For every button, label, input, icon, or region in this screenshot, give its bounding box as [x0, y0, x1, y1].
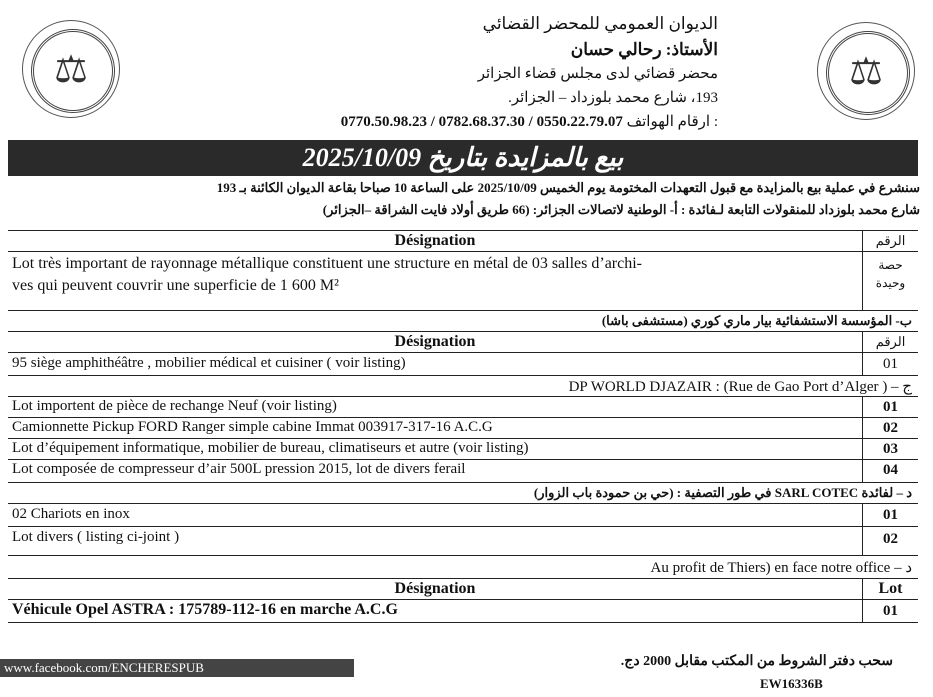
lot-d2-number: 02 [883, 531, 898, 547]
intro-line-2: شارع محمد بلوزداد للمنقولات التابعة لـفائدة : أ- الوطنية لاتصالات الجزائر: (66 طريق أولاد فايت الشراقة –الجزائر) [322, 202, 920, 217]
right-seal-icon: ⚖ [817, 22, 915, 120]
lot-c3-text: Lot d’équipement informatique, mobilier de bureau, climatiseurs et autre (voir listing) [12, 440, 529, 456]
facebook-link[interactable]: www.facebook.com/ENCHERESPUB [0, 659, 354, 677]
table-row [8, 396, 918, 417]
phones-label: ارقام الهواتف : [626, 114, 718, 130]
section-e-header [8, 578, 918, 599]
office-address: 193، شارع محمد بلوزداد – الجزائر. [508, 90, 718, 106]
phones: 0770.50.98.23 / 0782.68.37.30 / 0550.22.79.07 [340, 114, 623, 130]
section-c-title: ج – ( DP WORLD DJAZAIR : (Rue de Gao Port d’Alger [568, 379, 912, 395]
section-d-title: د – لفائدة SARL COTEC في طور التصفية : (حي بن حمودة باب الزوار) [533, 485, 912, 500]
lot-d2-text: Lot divers ( listing ci-joint ) [12, 529, 180, 545]
intro-line-1: سنشرع في عملية بيع بالمزايدة مع قبول التعهدات المختومة يوم الخميس 2025/10/09 على الساعة 10 صباحا بقاعة الديوان الكائنة بـ 193 [216, 180, 920, 195]
designation-header: Désignation [394, 232, 476, 249]
lot-e-text: Véhicule Opel ASTRA : 175789-112-16 en marche A.C.G [12, 601, 398, 618]
lot-c1-number: 01 [883, 399, 898, 415]
section-b-title: ب- المؤسسة الاستشفائية بيار ماري كوري (مستشفى باشا) [601, 313, 912, 328]
table-row [8, 438, 918, 459]
table-row [8, 526, 918, 555]
lot-a-number: حصة وحيدة [875, 258, 906, 290]
section-e-title-row [8, 555, 918, 578]
table-row [8, 459, 918, 482]
number-header: الرقم [875, 233, 906, 248]
reference-code: EW16336B [760, 676, 823, 691]
section-e-title: د – Au profit de Thiers) en face notre office [650, 560, 912, 576]
lots-table [8, 230, 918, 623]
table-row [8, 417, 918, 438]
lot-e-number: 01 [883, 603, 898, 619]
lot-c3-number: 03 [883, 441, 898, 457]
number-header: الرقم [875, 334, 906, 349]
section-b-title-row [8, 310, 918, 331]
left-seal-icon: ⚖ [22, 20, 120, 118]
lot-c4-number: 04 [883, 462, 898, 478]
lot-c2-text: Camionnette Pickup FORD Ranger simple cabine Immat 003917-317-16 A.C.G [12, 419, 493, 435]
lot-b-number: 01 [883, 356, 898, 372]
phone-line [341, 112, 718, 131]
lot-a-text-1: Lot très important de rayonnage métallique constituent une structure en métal de 03 salles d’archi- [12, 255, 643, 272]
table-row [8, 599, 918, 623]
designation-header: Désignation [394, 333, 476, 350]
section-a-header [8, 230, 918, 251]
bailiff-court: محضر قضائي لدى مجلس قضاء الجزائر [477, 66, 718, 82]
table-row [8, 503, 918, 526]
table-row [8, 251, 918, 310]
table-row [8, 352, 918, 375]
designation-header: Désignation [394, 580, 476, 597]
lot-c4-text: Lot composée de compresseur d’air 500L pression 2015, lot de divers ferail [12, 461, 466, 477]
section-b-header [8, 331, 918, 352]
lot-header: Lot [878, 580, 903, 597]
section-c-title-row [8, 375, 918, 396]
lot-d1-text: 02 Chariots en inox [12, 506, 130, 522]
lot-c1-text: Lot importent de pièce de rechange Neuf (voir listing) [12, 398, 337, 414]
lot-c2-number: 02 [883, 420, 898, 436]
lot-d1-number: 01 [883, 507, 898, 523]
lot-a-text-2: ves qui peuvent couvrir une superficie de 1 600 M² [12, 277, 339, 294]
page-title: بيع بالمزايدة بتاريخ 2025/10/09 [8, 140, 918, 176]
section-d-title-row [8, 482, 918, 503]
office-name: الديوان العمومي للمحضر القضائي [482, 14, 718, 33]
lot-b-text: 95 siège amphithéâtre , mobilier médical et cuisiner ( voir listing) [12, 355, 406, 371]
bailiff-name: الأستاذ: رحالي حسان [570, 40, 718, 59]
footer-note: سحب دفتر الشروط من المكتب مقابل 2000 دج. [620, 654, 893, 669]
